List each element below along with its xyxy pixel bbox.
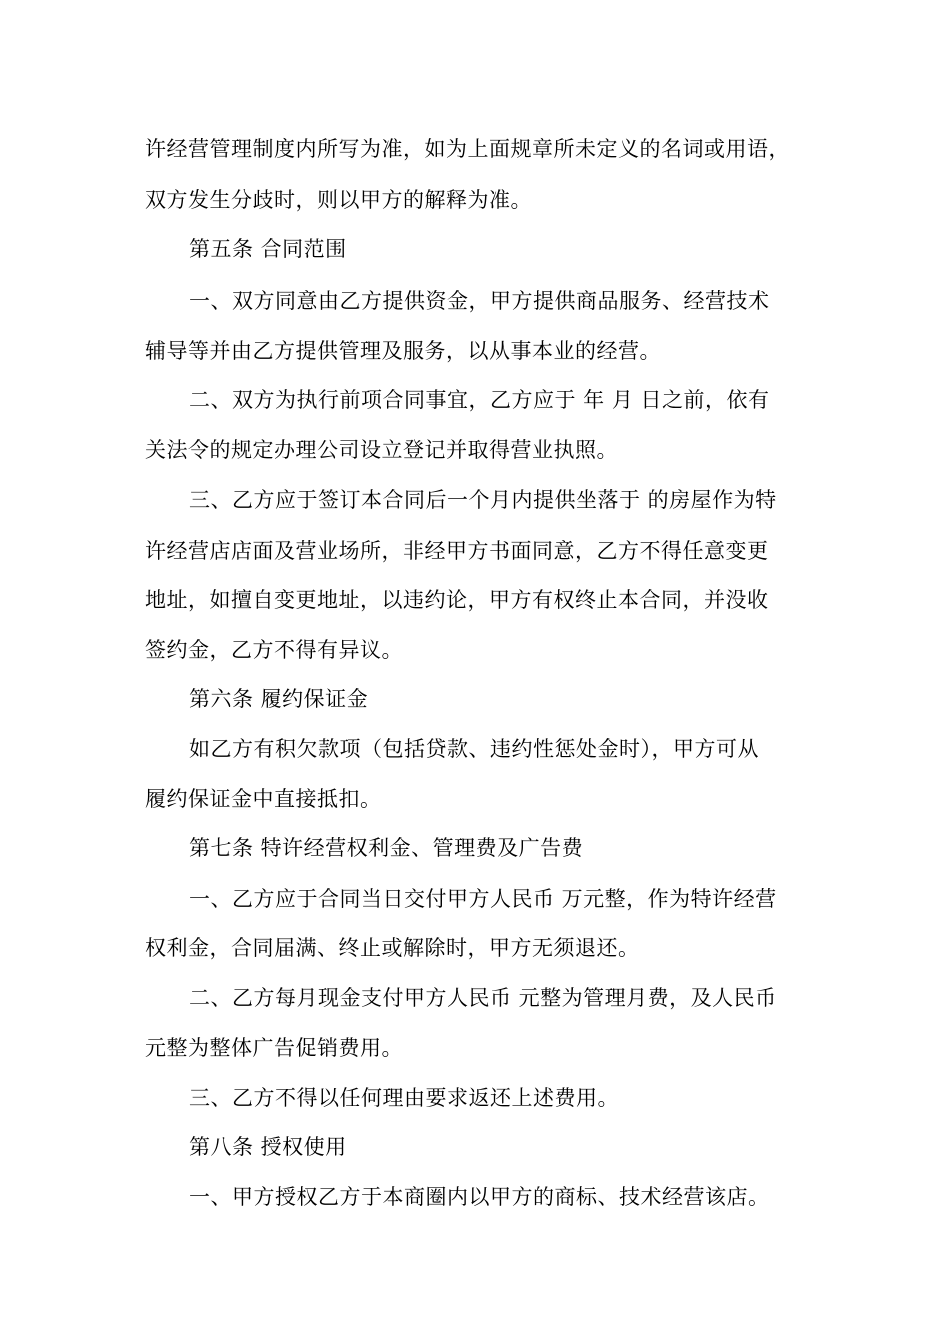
text-line-17: 权利金，合同届满、终止或解除时，甲方无须退还。 bbox=[145, 936, 640, 960]
text-line-8: 三、乙方应于签订本合同后一个月内提供坐落于 的房屋作为特 bbox=[189, 488, 777, 512]
text-line-20: 三、乙方不得以任何理由要求返还上述费用。 bbox=[189, 1086, 619, 1110]
text-line-6: 二、双方为执行前项合同事宜，乙方应于 年 月 日之前，依有 bbox=[189, 388, 770, 412]
article-8-heading: 第八条 授权使用 bbox=[189, 1135, 347, 1159]
text-line-13: 如乙方有积欠款项（包括贷款、违约性惩处金时），甲方可从 bbox=[189, 737, 759, 761]
text-line-10: 地址，如擅自变更地址，以违约论，甲方有权终止本合同，并没收 bbox=[145, 588, 769, 612]
text-line-5: 辅导等并由乙方提供管理及服务，以从事本业的经营。 bbox=[145, 339, 661, 363]
text-line-9: 许经营店店面及营业场所，非经甲方书面同意，乙方不得任意变更 bbox=[145, 539, 769, 563]
text-line-14: 履约保证金中直接抵扣。 bbox=[145, 787, 382, 811]
text-line-11: 签约金，乙方不得有异议。 bbox=[145, 638, 403, 662]
text-line-1: 许经营管理制度内所写为准，如为上面规章所未定义的名词或用语， bbox=[145, 137, 790, 161]
text-line-2: 双方发生分歧时，则以甲方的解释为准。 bbox=[145, 188, 532, 212]
text-line-22: 一、甲方授权乙方于本商圈内以甲方的商标、技术经营该店。 bbox=[189, 1185, 770, 1209]
text-line-16: 一、乙方应于合同当日交付甲方人民币 万元整，作为特许经营 bbox=[189, 887, 777, 911]
article-5-heading: 第五条 合同范围 bbox=[189, 237, 347, 261]
text-line-4: 一、双方同意由乙方提供资金，甲方提供商品服务、经营技术 bbox=[189, 289, 770, 313]
article-6-heading: 第六条 履约保证金 bbox=[189, 687, 369, 711]
article-7-heading: 第七条 特许经营权利金、管理费及广告费 bbox=[189, 836, 584, 860]
text-line-19: 元整为整体广告促销费用。 bbox=[145, 1036, 403, 1060]
text-line-7: 关法令的规定办理公司设立登记并取得营业执照。 bbox=[145, 438, 618, 462]
text-line-18: 二、乙方每月现金支付甲方人民币 元整为管理月费，及人民币 bbox=[189, 986, 777, 1010]
